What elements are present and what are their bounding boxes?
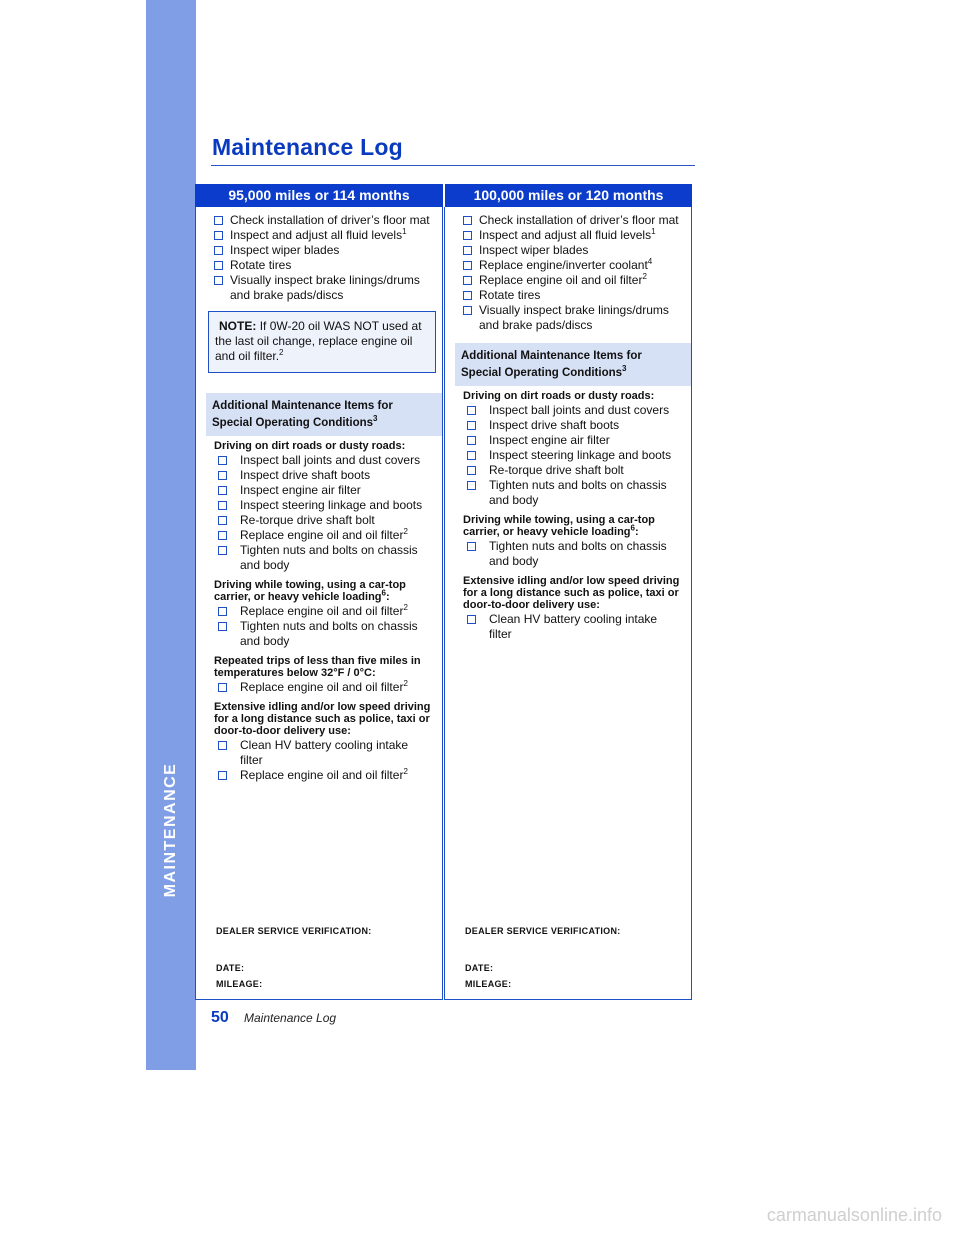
dealer-verification-label: DEALER SERVICE VERIFICATION: <box>216 926 372 936</box>
checklist-item[interactable]: Inspect ball joints and dust covers <box>463 403 683 418</box>
checklist-item[interactable]: Inspect wiper blades <box>463 243 683 258</box>
checklist-item[interactable]: Inspect and adjust all fluid levels$^1$ <box>214 228 434 243</box>
footer-title: Maintenance Log <box>244 1011 337 1025</box>
checklist-item[interactable]: Replace engine oil and oil filter$^2$ <box>463 273 683 288</box>
checklist-item[interactable]: Check installation of driver’s floor mat <box>463 213 683 228</box>
checkbox-icon[interactable] <box>218 546 227 555</box>
checkbox-icon[interactable] <box>214 216 223 225</box>
checklist-item[interactable]: Re-torque drive shaft bolt <box>214 513 434 528</box>
section-sidebar <box>146 0 196 1070</box>
condition-title: Driving on dirt roads or dusty roads: <box>214 440 406 452</box>
checkbox-icon[interactable] <box>218 741 227 750</box>
condition-title: Driving while towing, using a car-top carrier, or heavy vehicle loading$^6$: <box>214 579 406 603</box>
checkbox-icon[interactable] <box>218 771 227 780</box>
condition-checklist <box>463 612 683 642</box>
additional-items-heading: Additional Maintenance Items for Special Operating Conditions$^3$ <box>455 343 691 386</box>
checklist <box>214 213 434 303</box>
checklist-item[interactable]: Tighten nuts and bolts on chassis and body <box>214 619 434 649</box>
checklist-item[interactable]: Inspect drive shaft boots <box>214 468 434 483</box>
checkbox-icon[interactable] <box>218 501 227 510</box>
checkbox-icon[interactable] <box>214 261 223 270</box>
page-title: Maintenance Log <box>212 134 403 160</box>
condition-checklist <box>214 604 434 649</box>
condition-title: Driving on dirt roads or dusty roads: <box>463 390 655 402</box>
mileage-label: MILEAGE: <box>216 979 263 989</box>
checkbox-icon[interactable] <box>214 231 223 240</box>
checkbox-icon[interactable] <box>218 683 227 692</box>
note-box: NOTE: If 0W-20 oil WAS NOT used at the last oil change, replace engine oil and oil filter.$^2$ <box>208 311 436 373</box>
note-label: NOTE: <box>219 319 257 333</box>
condition-title: Extensive idling and/or low speed driving for a long distance such as police, taxi or door-to-door delivery use: <box>463 575 680 611</box>
checklist-item[interactable]: Inspect wiper blades <box>214 243 434 258</box>
condition-title: Extensive idling and/or low speed driving for a long distance such as police, taxi or door-to-door delivery use: <box>214 701 431 737</box>
log-column-100000 <box>444 184 692 1000</box>
checklist-item[interactable]: Clean HV battery cooling intake filter <box>463 612 683 642</box>
column-header: 95,000 miles or 114 months <box>195 184 443 207</box>
checklist-item[interactable]: Replace engine oil and oil filter$^2$ <box>214 604 434 619</box>
note-text: If 0W-20 oil WAS NOT used at the last oil change, replace engine oil and oil filter. <box>215 319 422 363</box>
checklist-item[interactable]: Inspect steering linkage and boots <box>463 448 683 463</box>
mileage-label: MILEAGE: <box>465 979 512 989</box>
checkbox-icon[interactable] <box>463 231 472 240</box>
checkbox-icon[interactable] <box>467 615 476 624</box>
checkbox-icon[interactable] <box>218 471 227 480</box>
checklist <box>463 213 683 333</box>
checklist-item[interactable]: Inspect steering linkage and boots <box>214 498 434 513</box>
checkbox-icon[interactable] <box>463 246 472 255</box>
condition-checklist <box>463 403 683 508</box>
checkbox-icon[interactable] <box>218 486 227 495</box>
checklist-item[interactable]: Tighten nuts and bolts on chassis and body <box>463 539 683 569</box>
page-number: 50 <box>211 1009 229 1026</box>
checklist-item[interactable]: Inspect and adjust all fluid levels$^1$ <box>463 228 683 243</box>
checklist-item[interactable]: Tighten nuts and bolts on chassis and body <box>214 543 434 573</box>
column-header: 100,000 miles or 120 months <box>444 184 692 207</box>
checklist-item[interactable]: Replace engine oil and oil filter$^2$ <box>214 768 434 783</box>
date-label: DATE: <box>216 963 245 973</box>
checklist-item[interactable]: Replace engine/inverter coolant$^4$ <box>463 258 683 273</box>
checkbox-icon[interactable] <box>218 456 227 465</box>
checkbox-icon[interactable] <box>467 406 476 415</box>
checklist-item[interactable]: Inspect drive shaft boots <box>463 418 683 433</box>
condition-title: Driving while towing, using a car-top carrier, or heavy vehicle loading$^6$: <box>463 514 655 538</box>
condition-checklist <box>214 738 434 783</box>
checkbox-icon[interactable] <box>218 607 227 616</box>
checklist-item[interactable]: Replace engine oil and oil filter$^2$ <box>214 528 434 543</box>
condition-checklist <box>463 539 683 569</box>
checklist-item[interactable]: Check installation of driver’s floor mat <box>214 213 434 228</box>
checkbox-icon[interactable] <box>214 246 223 255</box>
checklist-item[interactable]: Clean HV battery cooling intake filter <box>214 738 434 768</box>
checkbox-icon[interactable] <box>463 276 472 285</box>
dealer-verification-label: DEALER SERVICE VERIFICATION: <box>465 926 621 936</box>
condition-checklist <box>214 453 434 573</box>
checklist-item[interactable]: Inspect engine air filter <box>214 483 434 498</box>
additional-items-heading: Additional Maintenance Items for Special Operating Conditions$^3$ <box>206 393 442 436</box>
checkbox-icon[interactable] <box>463 306 472 315</box>
condition-checklist <box>214 680 434 695</box>
checklist-item[interactable]: Inspect ball joints and dust covers <box>214 453 434 468</box>
checkbox-icon[interactable] <box>218 531 227 540</box>
checkbox-icon[interactable] <box>467 421 476 430</box>
watermark: carmanualsonline.info <box>766 1205 942 1225</box>
checkbox-icon[interactable] <box>463 216 472 225</box>
checklist-item[interactable]: Rotate tires <box>214 258 434 273</box>
checklist-item[interactable]: Rotate tires <box>463 288 683 303</box>
checklist-item[interactable]: Visually inspect brake linings/drums and brake pads/discs <box>214 273 434 303</box>
checkbox-icon[interactable] <box>467 466 476 475</box>
checklist-item[interactable]: Inspect engine air filter <box>463 433 683 448</box>
date-label: DATE: <box>465 963 494 973</box>
checkbox-icon[interactable] <box>467 436 476 445</box>
checklist-item[interactable]: Tighten nuts and bolts on chassis and body <box>463 478 683 508</box>
checkbox-icon[interactable] <box>214 276 223 285</box>
sidebar-label: MAINTENANCE <box>162 762 179 898</box>
checklist-item[interactable]: Visually inspect brake linings/drums and brake pads/discs <box>463 303 683 333</box>
checkbox-icon[interactable] <box>463 291 472 300</box>
checkbox-icon[interactable] <box>218 622 227 631</box>
checkbox-icon[interactable] <box>467 451 476 460</box>
checklist-item[interactable]: Replace engine oil and oil filter$^2$ <box>214 680 434 695</box>
checkbox-icon[interactable] <box>218 516 227 525</box>
log-column-95000 <box>195 184 443 1000</box>
condition-title: Repeated trips of less than five miles in temperatures below 32°F / 0°C: <box>214 655 421 679</box>
title-rule <box>211 165 695 166</box>
checkbox-icon[interactable] <box>463 261 472 270</box>
checklist-item[interactable]: Re-torque drive shaft bolt <box>463 463 683 478</box>
checkbox-icon[interactable] <box>467 481 476 490</box>
checkbox-icon[interactable] <box>467 542 476 551</box>
